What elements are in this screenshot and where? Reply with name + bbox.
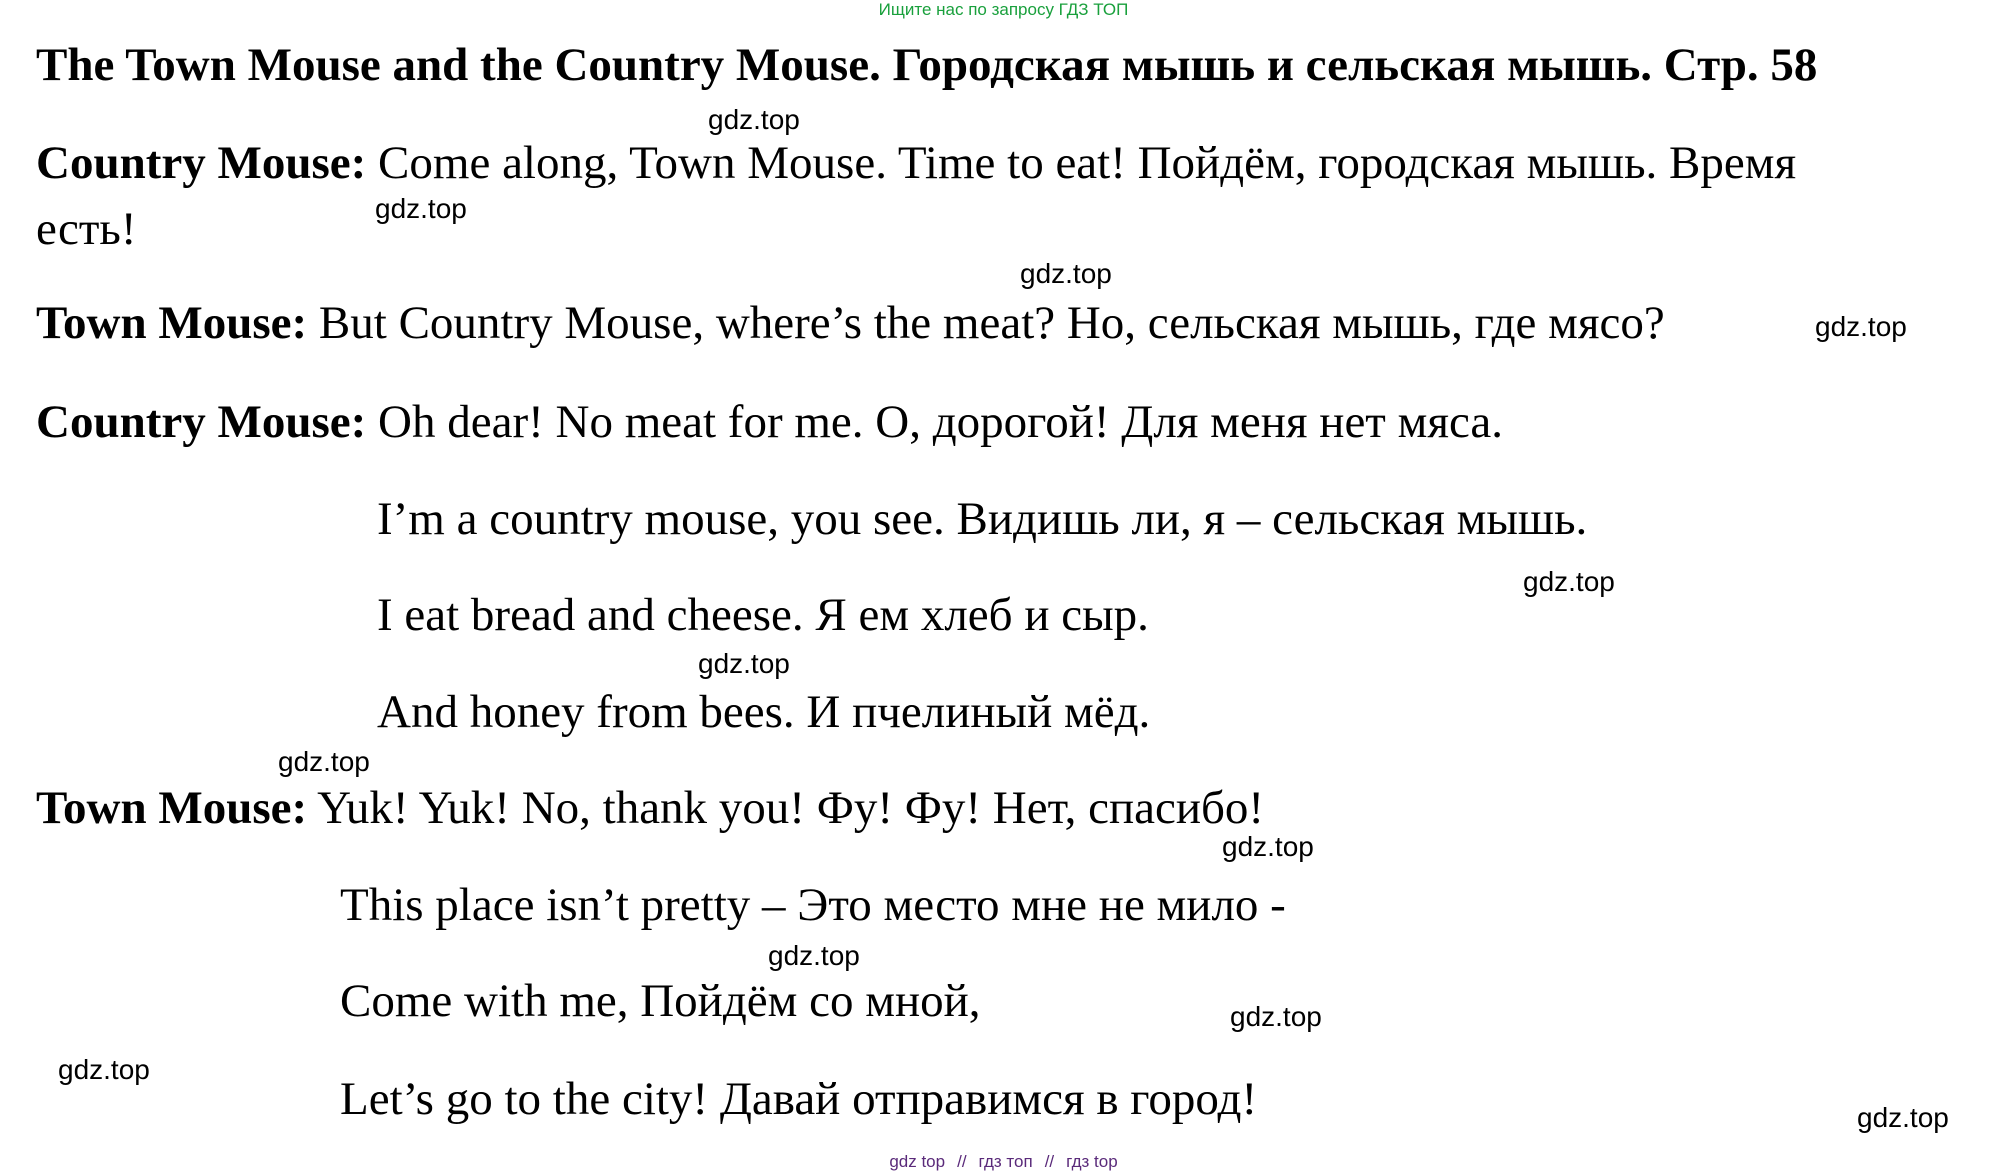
watermark: gdz.top	[1857, 1102, 1949, 1133]
line-text: есть!	[36, 203, 137, 255]
line-text: Come along, Town Mouse. Time to eat! Пойдём, городская мышь. Время	[366, 137, 1797, 189]
dialogue-line	[340, 974, 981, 1028]
dialogue-line	[377, 492, 1587, 546]
watermark: gdz.top	[1020, 258, 1112, 289]
watermark: gdz.top	[1815, 311, 1907, 342]
watermark: gdz.top	[768, 940, 860, 971]
top-search-notice: Ищите нас по запросу ГДЗ ТОП	[878, 0, 1129, 19]
watermark: gdz.top	[1230, 1001, 1322, 1032]
line-text: This place isn’t pretty – Это место мне не мило -	[340, 879, 1286, 931]
dialogue-line	[377, 685, 1150, 739]
footer-watermark	[0, 1152, 2007, 1172]
watermark: gdz.top	[698, 648, 790, 679]
watermark: gdz.top	[1523, 566, 1615, 597]
dialogue-line	[36, 781, 1264, 835]
dialogue-line	[36, 296, 1665, 350]
line-text: And honey from bees. И пчелиный мёд.	[377, 686, 1151, 738]
footer-separator: //	[957, 1152, 967, 1171]
line-text: But Country Mouse, where’s the meat? Но, сельская мышь, где мясо?	[307, 297, 1665, 349]
line-text: I eat bread and cheese. Я ем хлеб и сыр.	[377, 589, 1149, 641]
dialogue-line	[36, 395, 1503, 449]
line-text: Let’s go to the city! Давай отправимся в город!	[340, 1073, 1258, 1125]
dialogue-line	[340, 878, 1286, 932]
watermark: gdz.top	[278, 746, 370, 777]
watermark: gdz.top	[708, 104, 800, 135]
page-title: The Town Mouse and the Country Mouse. Городская мышь и сельская мышь. Стр. 58	[36, 39, 1818, 91]
footer-text: гдз топ	[978, 1152, 1033, 1171]
dialogue-line	[340, 1072, 1257, 1126]
dialogue-line	[377, 588, 1149, 642]
speaker-label: Town Mouse:	[36, 782, 308, 834]
line-text: Yuk! Yuk! No, thank you! Фу! Фу! Нет, спасибо!	[307, 782, 1265, 834]
speaker-label: Country Mouse:	[36, 137, 367, 189]
speaker-label: Town Mouse:	[36, 297, 308, 349]
watermark: gdz.top	[58, 1054, 150, 1085]
dialogue-line	[36, 136, 1796, 190]
speaker-label: Country Mouse:	[36, 396, 367, 448]
footer-text: gdz top	[889, 1152, 946, 1171]
line-text: Oh dear! No meat for me. О, дорогой! Для меня нет мяса.	[366, 396, 1503, 448]
watermark: gdz.top	[1222, 831, 1314, 862]
line-text: I’m a country mouse, you see. Видишь ли, я – сельская мышь.	[377, 493, 1588, 545]
watermark: gdz.top	[375, 193, 467, 224]
footer-text: гдз top	[1066, 1152, 1118, 1171]
footer-separator: //	[1044, 1152, 1055, 1171]
dialogue-line	[36, 202, 137, 256]
line-text: Come with me, Пойдём со мной,	[340, 975, 981, 1027]
